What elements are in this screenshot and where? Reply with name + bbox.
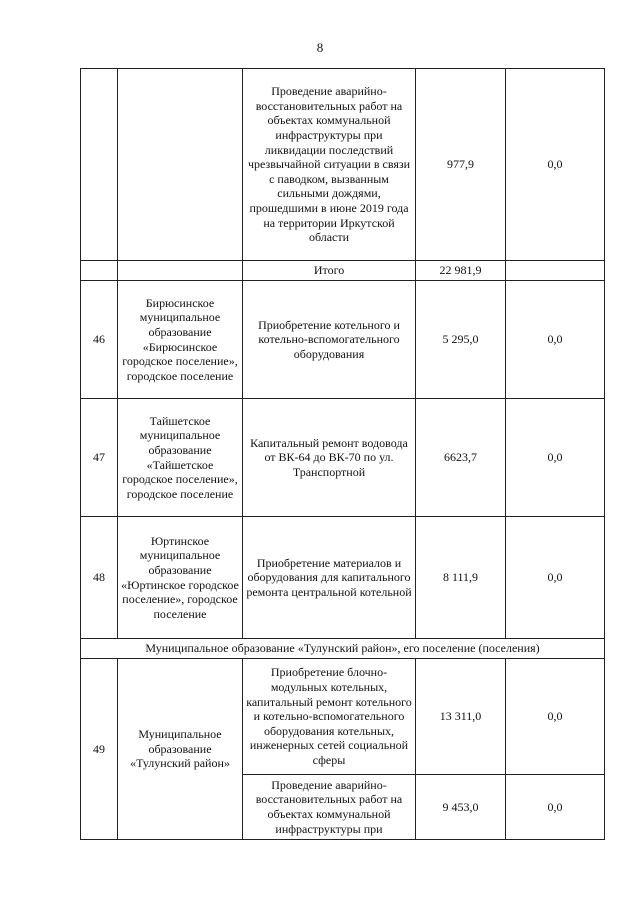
- value: 0,0: [547, 332, 563, 347]
- table-row: [81, 281, 605, 399]
- section-title: Муниципальное образование «Тулунский район», его поселение (поселения): [145, 641, 540, 656]
- value: 0,0: [547, 799, 563, 814]
- work-description-cell: [243, 775, 416, 840]
- row-number: 47: [93, 450, 105, 465]
- amount-cell: [416, 775, 506, 840]
- amount: 13 311,0: [439, 709, 482, 724]
- municipality-name: Бирюсинское муниципальное образование «Бирюсинское городское поселение», городское поселение: [122, 295, 238, 383]
- work-description: Проведение аварийно-восстановительных работ на объектах коммунальной инфраструктуры при ликвидации последствий чрезвычайной ситуации в связи с паводком, вызванным сильными дождями, прошедшими в июне 2019 года на территории Иркутской области: [247, 84, 411, 245]
- total-label-cell: [243, 261, 416, 281]
- value-cell: [506, 659, 605, 775]
- work-description: Приобретение котельного и котельно-вспомогательного оборудования: [258, 317, 400, 361]
- row-number-cell: [81, 659, 118, 840]
- work-description-cell: [243, 517, 416, 639]
- row-number-cell: [81, 261, 118, 281]
- table-row: [81, 659, 605, 775]
- value: 0,0: [547, 570, 563, 585]
- work-description: Капитальный ремонт водовода от ВК-64 до ВК-70 по ул. Транспортной: [250, 435, 408, 479]
- row-number-cell: [81, 281, 118, 399]
- amount-cell: [416, 399, 506, 517]
- total-label: Итого: [313, 263, 345, 278]
- amount-cell: [416, 517, 506, 639]
- amount: 8 111,9: [442, 570, 479, 585]
- section-header-row: [81, 639, 605, 659]
- value: 0,0: [547, 709, 563, 724]
- work-description-cell: [243, 281, 416, 399]
- row-number: 48: [93, 570, 105, 585]
- table-row: [81, 399, 605, 517]
- value: 0,0: [547, 157, 563, 172]
- work-description-cell: [243, 69, 416, 261]
- amount-cell: [416, 69, 506, 261]
- work-description: Приобретение материалов и оборудования для капитального ремонта центральной котельной: [246, 555, 412, 599]
- work-description: Приобретение блочно-модульных котельных, капитальный ремонт котельного и котельно-вспомогательного оборудования котельных, инженерных сетей социальной сферы: [246, 665, 412, 767]
- amount: 9 453,0: [442, 799, 479, 814]
- work-description-cell: [243, 659, 416, 775]
- page-number: 8: [316, 40, 324, 55]
- value-cell: [506, 281, 605, 399]
- row-number-cell: [81, 69, 118, 261]
- municipality-name: Юртинское муниципальное образование «Юртинское городское поселение», городское поселение: [121, 533, 239, 621]
- municipality-cell: [118, 517, 243, 639]
- table-row: [81, 69, 605, 261]
- amount-cell: [416, 659, 506, 775]
- row-number-cell: [81, 399, 118, 517]
- municipality-cell: [118, 261, 243, 281]
- table-row: [81, 517, 605, 639]
- value-cell: [506, 775, 605, 840]
- work-description: Проведение аварийно-восстановительных работ на объектах коммунальной инфраструктуры при: [255, 777, 403, 836]
- total-amount-cell: [416, 261, 506, 281]
- value-cell: [506, 399, 605, 517]
- value-cell: [506, 517, 605, 639]
- funding-table: [80, 68, 605, 840]
- section-title-cell: [81, 639, 605, 659]
- value: 0,0: [547, 450, 563, 465]
- work-description-cell: [243, 399, 416, 517]
- value-cell: [506, 261, 605, 281]
- row-number: 46: [93, 332, 105, 347]
- municipality-cell: [118, 399, 243, 517]
- municipality-name: Муниципальное образование «Тулунский район»: [130, 727, 230, 771]
- municipality-cell: [118, 69, 243, 261]
- total-amount: 22 981,9: [439, 263, 482, 278]
- row-number: 49: [93, 741, 105, 756]
- municipality-name: Тайшетское муниципальное образование «Тайшетское городское поселение», городское поселение: [122, 413, 238, 501]
- value-cell: [506, 69, 605, 261]
- amount-cell: [416, 281, 506, 399]
- total-row: [81, 261, 605, 281]
- amount: 977,9: [447, 157, 474, 172]
- municipality-cell: [118, 659, 243, 840]
- municipality-cell: [118, 281, 243, 399]
- amount: 5 295,0: [442, 332, 479, 347]
- row-number-cell: [81, 517, 118, 639]
- amount: 6623,7: [444, 450, 477, 465]
